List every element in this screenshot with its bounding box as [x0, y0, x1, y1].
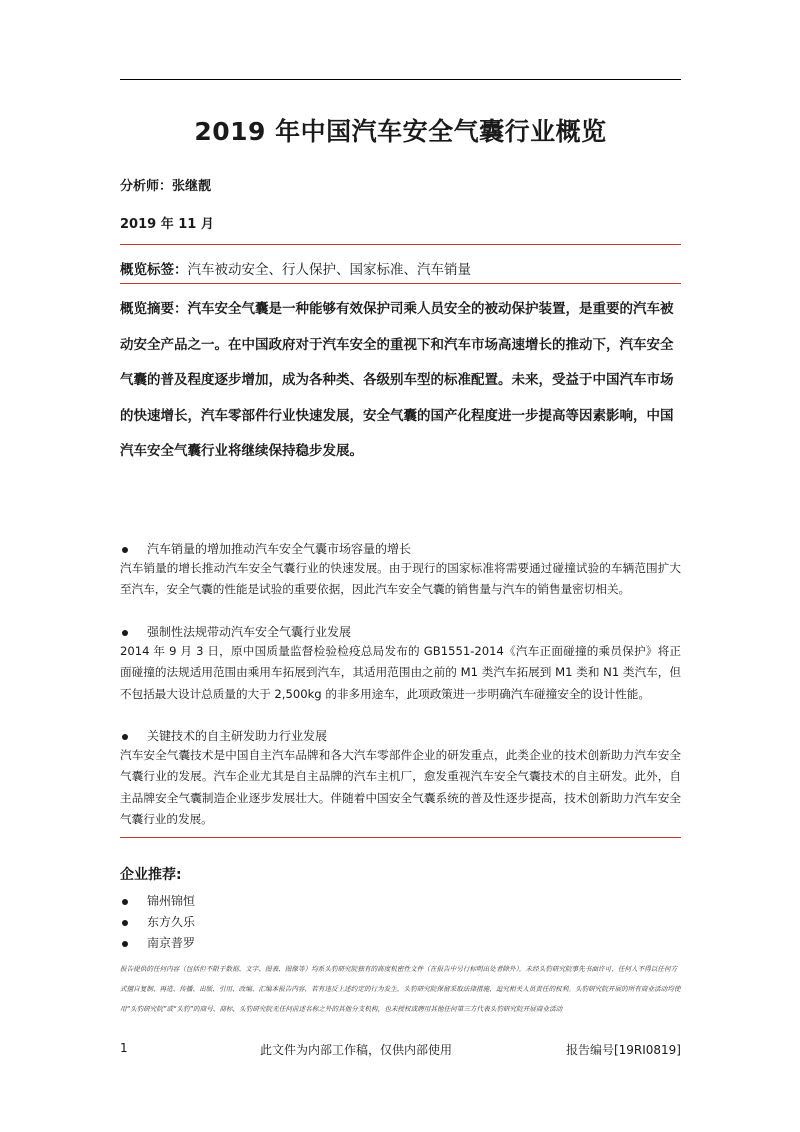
bullet-icon	[122, 630, 128, 636]
bullet-icon	[122, 941, 128, 947]
overview-tags	[120, 258, 471, 278]
bullet-icon	[122, 920, 128, 926]
top-rule	[120, 79, 681, 80]
section-regulation	[120, 624, 681, 705]
section-body: 汽车安全气囊技术是中国自主汽车品牌和各大汽车零部件企业的研发重点，此类企业的技术创新助力汽车安全气囊行业的发展。汽车企业尤其是自主品牌的汽车主机厂，愈发重视汽车安全气囊技术的自主研发。此外，自主品牌安全气囊制造企业逐步发展壮大。伴随着中国安全气囊系统的普及性逐步提高，技术创新助力汽车安全气囊行业的发展。	[120, 748, 681, 827]
section-heading: 强制性法规带动汽车安全气囊行业发展	[120, 624, 681, 641]
page-number: 1	[120, 1041, 128, 1055]
divider-rule	[120, 837, 681, 838]
divider-rule	[120, 283, 681, 284]
disclaimer: 报告提供的任何内容（包括但不限于数据、文字、图表、图像等）均系头豹研究院独有的高度机密性文件（在报告中另行标明出处者除外）。未经头豹研究院事先书面许可，任何人不得以任何方式擅自复制、再造、传播、出版、引用、改编、汇编本报告内容，若有违反上述约定的行为发生，头豹研究院保留采取法律措施、追究相关人员责任的权利。头豹研究院开展的所有商业活动均使用“头豹研究院”或“头豹”的商号、商标，头豹研究院无任何前述名称之外的其他分支机构，也未授权或聘用其他任何第三方代表头豹研究院开展商业活动	[120, 965, 681, 1013]
analyst: 分析师：张继靓	[120, 179, 212, 194]
bullet-icon	[122, 899, 128, 905]
page-footer	[120, 1041, 681, 1058]
section-body: 2014 年 9 月 3 日，原中国质量监督检验检疫总局发布的 GB1551-2014《汽车正面碰撞的乘员保护》将正面碰撞的法规适用范围由乘用车拓展到汽车，其适用范围由之前的 M1 类汽车拓展到 M1 类和 N1 类汽车，但不包括最大设计总质量的大于 2,500kg 的非多用途车，此项政策进一步明确汽车碰撞安全的设计性能。	[120, 644, 681, 701]
bullet-icon	[122, 734, 128, 740]
bullet-icon	[122, 547, 128, 553]
report-title: 2019 年中国汽车安全气囊行业概览	[194, 117, 607, 146]
report-date: 2019 年 11 月	[120, 217, 214, 232]
section-heading: 汽车销量的增加推动汽车安全气囊市场容量的增长	[120, 541, 681, 558]
divider-rule	[120, 244, 681, 245]
report-number: 报告编号[19RI0819]	[565, 1043, 681, 1057]
report-page: 2019 年中国汽车安全气囊行业概览 分析师：张继靓 2019 年 11 月 概览标签：汽车被动安全、行人保护、国家标准、汽车销量 概览摘要：汽车安全气囊是一种能够有效保护司乘人员安全的被动保护装置，是重要的汽车被动安全产品之一。在中国政府对于汽车安全的重视下和汽车市场高速增长的推动下，汽车安全气囊的普及程度逐步增加，成为各种类、各级别车型的标准配置。未来，受益于中国汽车市场的快速增长，汽车零部件行业快速发展，安全气囊的国产化程度进一步提高等因素影响，中国汽车安全气囊行业将继续保持稳步发展。 汽车销量的增加推动汽车安全气囊市场容量的增长 汽车销量的增长推动汽车安全气囊行业的快速发展。由于现行的国家标准将需要通过碰撞试验的车辆范围扩大至汽车，安全气囊的性能是试验的重要依据，因此汽车安全气囊的销售量与汽车的销售量密切相关。 强制性法规带动汽车安全气囊行业发展 2014 年 9 月 3 日，原中国质量监督检验检疫总局发布的 GB1551-2014《汽车正面碰撞的乘员保护》将正面碰撞的法规适用范围由乘用车拓展到汽车，其适用范围由之前的 M1 类汽车拓展到 M1 类和 N1 类汽车，但不包括最大设计总质量的大于 2,500kg 的非多用途车，此项政策进一步明确汽车碰撞安全的设计性能。 关键技术的自主研发助力行业发展 汽车安全气囊技术是中国自主汽车品牌和各大汽车零部件企业的研发重点，此类企业的技术创新助力汽车安全气囊行业的发展。汽车企业尤其是自主品牌的汽车主机厂，愈发重视汽车安全气囊技术的自主研发。此外，自主品牌安全气囊制造企业逐步发展壮大。伴随着中国安全气囊系统的普及性逐步提高，技术创新助力汽车安全气囊行业的发展。 企业推荐: 锦州锦恒 东方久乐 南京普罗 报告提供的任何内容（包括但不限于数据、文字、图表、图像等）均系头豹研究院独有的高度机密性文件（在报告中另行标明出处者除外）。未经头豹研究院事先书面许可，任何人不得以任何方式擅自复制、再造、传播、出版、引用、改编、汇编本报告内容，若有违反上述约定的行为发生，头豹研究院保留采取法律措施、追究相关人员责任的权利。头豹研究院开展的所有商业活动均使用“头豹研究院”或“头豹”的商号、商标，头豹研究院无任何前述名称之外的其他分支机构，也未授权或聘用其他任何第三方代表头豹研究院开展商业活动 1 此文件为内部工作稿，仅供内部使用 报告编号[19RI0819]	[0, 0, 800, 1132]
internal-notice: 此文件为内部工作稿，仅供内部使用	[260, 1043, 453, 1057]
section-body: 汽车销量的增长推动汽车安全气囊行业的快速发展。由于现行的国家标准将需要通过碰撞试验的车辆范围扩大至汽车，安全气囊的性能是试验的重要依据，因此汽车安全气囊的销售量与汽车的销售量密切相关。	[120, 561, 681, 597]
tags-label: 概览标签：	[120, 262, 188, 278]
section-heading: 关键技术的自主研发助力行业发展	[120, 728, 681, 745]
section-sales	[120, 541, 681, 601]
section-technology	[120, 728, 681, 831]
recommend-title: 企业推荐:	[120, 867, 182, 883]
tags-value: 汽车被动安全、行人保护、国家标准、汽车销量	[187, 262, 471, 278]
overview-summary: 概览摘要：汽车安全气囊是一种能够有效保护司乘人员安全的被动保护装置，是重要的汽车被动安全产品之一。在中国政府对于汽车安全的重视下和汽车市场高速增长的推动下，汽车安全气囊的普及程度逐步增加，成为各种类、各级别车型的标准配置。未来，受益于中国汽车市场的快速增长，汽车零部件行业快速发展，安全气囊的国产化程度进一步提高等因素影响，中国汽车安全气囊行业将继续保持稳步发展。	[120, 301, 674, 459]
